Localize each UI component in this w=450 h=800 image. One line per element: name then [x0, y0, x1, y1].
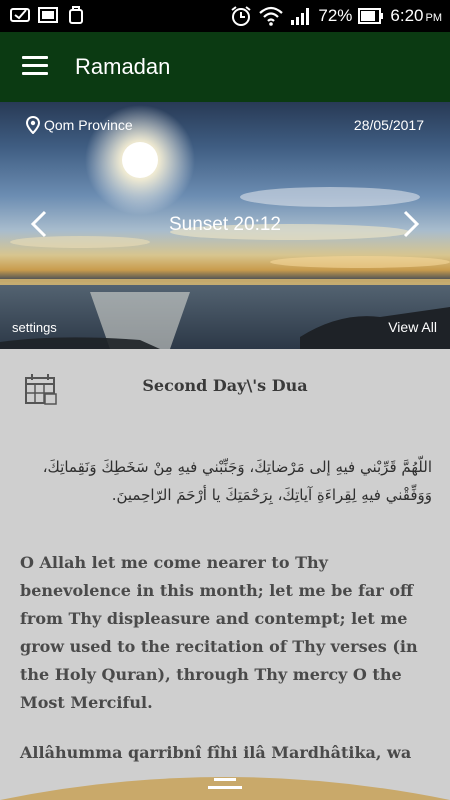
chevron-right-icon[interactable]	[402, 210, 420, 238]
settings-link[interactable]: settings	[12, 320, 57, 335]
clock	[390, 6, 442, 26]
location-pin-icon	[26, 116, 40, 134]
sunset-hero-banner	[0, 102, 450, 349]
dua-arabic-text: اللّهُمَّ قَرِّبْني فيهِ إلى مَرْضاتِكَ، وَجَنِّبْني فيهِ مِنْ سَخَطِكَ وَنَقِماتِكَ، وَوَفِّقْني فيهِ لِقِراءَةِ آياتِكَ، بِرَحْمَتِكَ يا أرْحَمَ الرّاحِمينَ.	[42, 458, 432, 504]
sunset-time: Sunset 20:12	[169, 214, 281, 235]
system-status	[230, 4, 442, 28]
view-all-link[interactable]: View All	[388, 319, 437, 335]
battery-icon	[358, 8, 384, 24]
location	[26, 116, 133, 134]
hero-date: 28/05/2017	[353, 117, 424, 133]
alarm-icon	[230, 5, 252, 27]
image-icon	[38, 6, 58, 24]
checked-screen-icon	[10, 6, 30, 24]
bottom-drawer-handle[interactable]	[0, 762, 450, 800]
status-bar	[0, 0, 450, 32]
app-bar	[0, 32, 450, 102]
clock-time: 6:20	[390, 6, 424, 25]
dua-title: Second Day\'s Dua	[142, 376, 308, 395]
dua-content	[0, 349, 450, 800]
hamburger-menu-icon[interactable]	[22, 56, 48, 76]
notification-icons	[10, 6, 86, 24]
battery-percent: 72%	[318, 6, 353, 25]
clock-ampm: PM	[425, 12, 442, 24]
bag-icon	[66, 6, 86, 24]
dua-transliteration: Allâhumma qarribnî fîhi ilâ Mardhâtika, wa	[20, 743, 412, 762]
signal-icon	[290, 6, 312, 26]
dua-translation: O Allah let me come nearer to Thy benevolence in this month; let me be far off from Thy displeasure and contempt; let me grow used to the recitation of Thy verses (in the Holy Quran), through Thy mercy O the Most Merciful.	[20, 553, 418, 712]
app-title: Ramadan	[75, 54, 171, 79]
location-label: Qom Province	[44, 117, 133, 133]
wifi-icon	[258, 5, 284, 27]
